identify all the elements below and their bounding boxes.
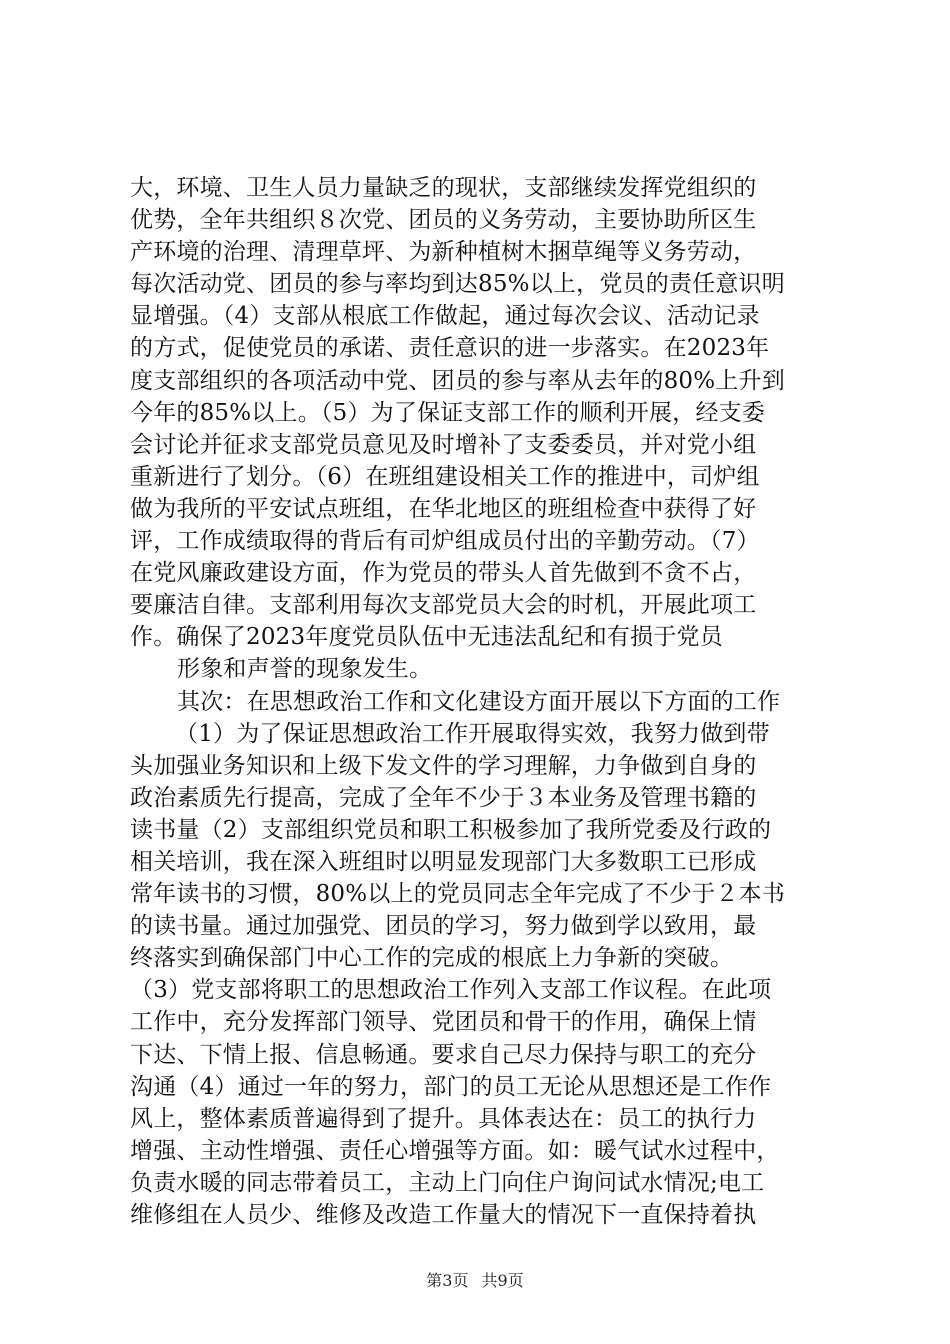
text-line: 负责水暖的同志带着员工，主动上门向住户询问试水情况;电工: [130, 1169, 765, 1196]
text-line: 要廉洁自律。支部利用每次支部党员大会的时机，开展此项工: [130, 592, 757, 619]
text-line: 显增强。（4）支部从根底工作做起，通过每次会议、活动记录: [130, 303, 760, 330]
text-line: 常年读书的习惯，80%以上的党员同志全年完成了不少于２本书: [130, 881, 785, 908]
document-body: [130, 172, 830, 1231]
text-line: 增强、主动性增强、责任心增强等方面。如：暖气试水过程中，: [130, 1137, 780, 1164]
text-line: 维修组在人员少、维修及改造工作量大的情况下一直保持着执: [130, 1202, 757, 1228]
text-line: 下达、下情上报、信息畅通。要求自己尽力保持与职工的充分: [130, 1041, 757, 1068]
text-line: 度支部组织的各项活动中党、团员的参与率从去年的80%上升到: [130, 367, 785, 394]
text-line: 形象和声誉的现象发生。: [177, 656, 433, 683]
text-line: 头加强业务知识和上级下发文件的学习理解，力争做到自身的: [130, 752, 757, 779]
text-line: 终落实到确保部门中心工作的完成的根底上力争新的突破。: [130, 945, 734, 972]
page-number: 第3页: [426, 1271, 469, 1290]
text-line: 工作中，充分发挥部门领导、党团员和骨干的作用，确保上情: [130, 1009, 757, 1036]
text-line: 读书量（2）支部组织党员和职工积极参加了我所党委及行政的: [130, 816, 772, 843]
text-line: 优势，全年共组织８次党、团员的义务劳动，主要协助所区生: [130, 207, 757, 234]
text-line: 会讨论并征求支部党员意见及时增补了支委委员，并对党小组: [130, 431, 757, 458]
text-line: 政治素质先行提高，完成了全年不少于３本业务及管理书籍的: [130, 784, 757, 811]
page-footer: [0, 1268, 950, 1291]
text-line: （3）党支部将职工的思想政治工作列入支部工作议程。在此项: [130, 977, 772, 1004]
section-heading-line: 其次：在思想政治工作和文化建设方面开展以下方面的工作: [177, 688, 781, 715]
text-line: 评，工作成绩取得的背后有司炉组成员付出的辛勤劳动。（7）: [130, 528, 760, 555]
text-line: 大，环境、卫生人员力量缺乏的现状，支部继续发挥党组织的: [130, 175, 757, 201]
text-line: 今年的85%以上。（5）为了保证支部工作的顺利开展，经支委: [130, 399, 766, 426]
text-line: 重新进行了划分。（6）在班组建设相关工作的推进中，司炉组: [130, 463, 760, 490]
text-line: 相关培训，我在深入班组时以明显发现部门大多数职工已形成: [130, 848, 757, 875]
text-line: 做为我所的平安试点班组，在华北地区的班组检查中获得了好: [130, 495, 757, 522]
text-line: 风上，整体素质普遍得到了提升。具体表达在：员工的执行力: [130, 1105, 757, 1132]
text-line: 的读书量。通过加强党、团员的学习，努力做到学以致用，最: [130, 913, 757, 940]
text-line: 在党风廉政建设方面，作为党员的带头人首先做到不贪不占，: [130, 560, 757, 587]
text-line: 沟通（4）通过一年的努力，部门的员工无论从思想还是工作作: [130, 1073, 772, 1100]
text-line: 作。确保了2023年度党员队伍中无违法乱纪和有损于党员: [130, 624, 723, 651]
text-line: 的方式，促使党员的承诺、责任意识的进一步落实。在2023年: [130, 335, 770, 362]
text-line: （1）为了保证思想政治工作开展取得实效，我努力做到带: [175, 720, 770, 747]
text-line: 每次活动党、团员的参与率均到达85%以上，党员的责任意识明: [130, 271, 785, 298]
text-line: 产环境的治理、清理草坪、为新种植树木捆草绳等义务劳动，: [130, 239, 757, 266]
page-total: 共9页: [481, 1271, 524, 1290]
